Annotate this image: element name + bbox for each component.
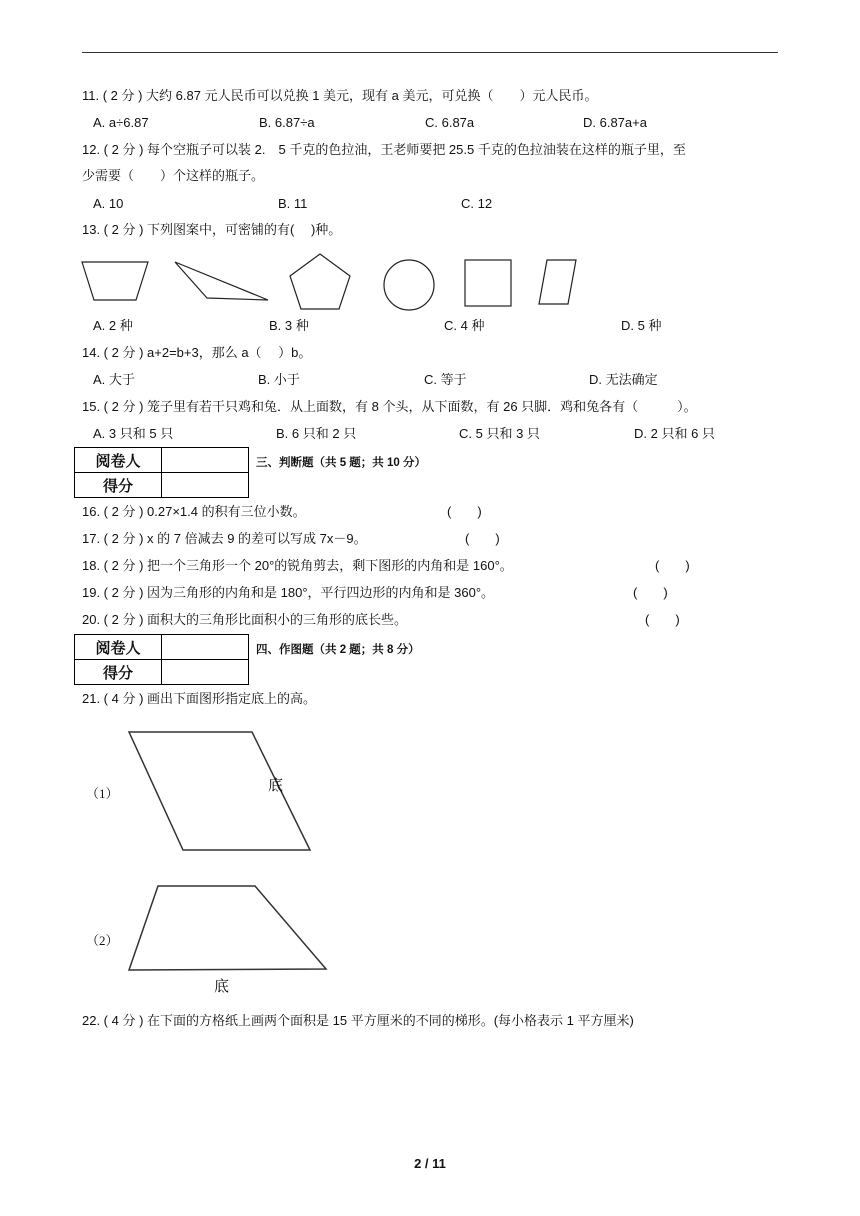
score-label: 得分 bbox=[75, 473, 162, 498]
question-17: 17. ( 2 分 ) x 的 7 倍减去 9 的差可以写成 7x－9。 bbox=[82, 531, 367, 546]
reviewer-label: 阅卷人 bbox=[75, 448, 162, 473]
fig1-label: （1） bbox=[86, 786, 119, 801]
fig2-base-label: 底 bbox=[214, 979, 230, 995]
q13-option-a[interactable]: A. 2 种 bbox=[93, 318, 133, 333]
question-12-line1: 12. ( 2 分 ) 每个空瓶子可以装 2. 5 千克的色拉油，王老师要把 25.5 千克的色拉油装在这样的瓶子里，至 bbox=[82, 142, 686, 157]
q12-option-b[interactable]: B. 11 bbox=[278, 196, 308, 211]
question-16: 16. ( 2 分 ) 0.27×1.4 的积有三位小数。 bbox=[82, 504, 306, 519]
q14-option-b[interactable]: B. 小于 bbox=[258, 372, 300, 387]
page-number: 2 / 11 bbox=[414, 1156, 446, 1171]
q14-option-d[interactable]: D. 无法确定 bbox=[589, 372, 658, 387]
section3-title: 三、判断题（共 5 题；共 10 分） bbox=[256, 457, 426, 469]
q14-option-c[interactable]: C. 等于 bbox=[424, 372, 467, 387]
fig2-label: （2） bbox=[86, 933, 119, 948]
q13-option-c[interactable]: C. 4 种 bbox=[444, 318, 485, 333]
question-18: 18. ( 2 分 ) 把一个三角形一个 20°的锐角剪去，剩下图形的内角和是 160°。 bbox=[82, 558, 513, 573]
q15-option-d[interactable]: D. 2 只和 6 只 bbox=[634, 426, 715, 441]
question-13: 13. ( 2 分 ) 下列图案中，可密铺的有( )种。 bbox=[82, 222, 342, 237]
question-12-line2: 少需要（ ）个这样的瓶子。 bbox=[82, 168, 265, 183]
q11-option-b[interactable]: B. 6.87÷a bbox=[259, 115, 315, 130]
question-11: 11. ( 2 分 ) 大约 6.87 元人民币可以兑换 1 美元，现有 a 美元，可兑换（ ）元人民币。 bbox=[82, 88, 598, 103]
q12-option-a[interactable]: A. 10 bbox=[93, 196, 124, 211]
q11-option-d[interactable]: D. 6.87a+a bbox=[583, 115, 647, 130]
question-20: 20. ( 2 分 ) 面积大的三角形比面积小的三角形的底长些。 bbox=[82, 612, 408, 627]
section4-title: 四、作图题（共 2 题；共 8 分） bbox=[256, 644, 420, 656]
question-19: 19. ( 2 分 ) 因为三角形的内角和是 180°，平行四边形的内角和是 360°。 bbox=[82, 585, 495, 600]
q18-answer-blank[interactable]: ( ) bbox=[655, 558, 690, 573]
trapezoid-figure bbox=[129, 886, 326, 970]
question-21: 21. ( 4 分 ) 画出下面图形指定底上的高。 bbox=[82, 691, 317, 706]
q13-option-b[interactable]: B. 3 种 bbox=[269, 318, 309, 333]
q15-option-c[interactable]: C. 5 只和 3 只 bbox=[459, 426, 540, 441]
q13-option-d[interactable]: D. 5 种 bbox=[621, 318, 662, 333]
q12-option-c[interactable]: C. 12 bbox=[461, 196, 493, 211]
q14-option-a[interactable]: A. 大于 bbox=[93, 372, 135, 387]
q19-answer-blank[interactable]: ( ) bbox=[633, 585, 668, 600]
reviewer-label: 阅卷人 bbox=[75, 635, 162, 660]
score-label: 得分 bbox=[75, 660, 162, 685]
q11-option-a[interactable]: A. a÷6.87 bbox=[93, 115, 149, 130]
question-14: 14. ( 2 分 ) a+2=b+3，那么 a（ ）b。 bbox=[82, 345, 312, 360]
q17-answer-blank[interactable]: ( ) bbox=[465, 531, 500, 546]
q15-option-b[interactable]: B. 6 只和 2 只 bbox=[276, 426, 357, 441]
q11-option-c[interactable]: C. 6.87a bbox=[425, 115, 475, 130]
question-15: 15. ( 2 分 ) 笼子里有若干只鸡和兔．从上面数，有 8 个头，从下面数，有 26 只脚．鸡和兔各有（ ）。 bbox=[82, 399, 697, 414]
q15-option-a[interactable]: A. 3 只和 5 只 bbox=[93, 426, 174, 441]
question-22: 22. ( 4 分 ) 在下面的方格纸上画两个面积是 15 平方厘米的不同的梯形。(每小格表示 1 平方厘米) bbox=[82, 1013, 634, 1028]
q16-answer-blank[interactable]: ( ) bbox=[447, 504, 482, 519]
fig1-base-label: 底 bbox=[268, 778, 284, 794]
q20-answer-blank[interactable]: ( ) bbox=[645, 612, 680, 627]
